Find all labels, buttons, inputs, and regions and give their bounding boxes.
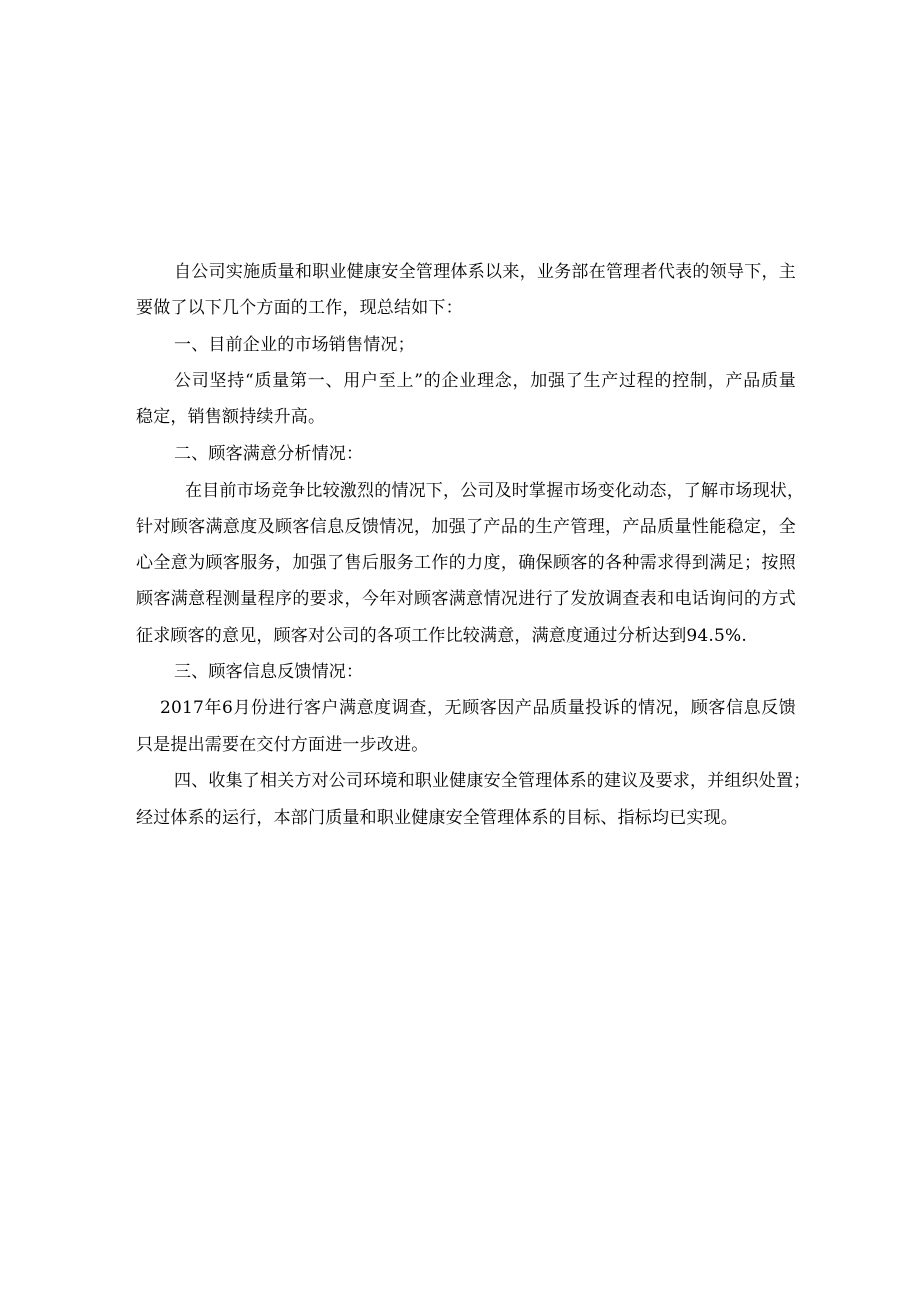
section-3-heading: 三、顾客信息反馈情况： — [174, 662, 364, 682]
section-2-line-1: 在目前市场竞争比较激烈的情况下，公司及时掌握市场变化动态，了解市场现状， — [185, 481, 805, 501]
intro-paragraph-line-2: 要做了以下几个方面的工作，现总结如下： — [136, 298, 463, 318]
section-4-line-1: 四、收集了相关方对公司环境和职业健康安全管理体系的建议及要求，并组织处置； — [174, 771, 811, 791]
section-1-line-2: 稳定，销售额持续升高。 — [136, 407, 326, 427]
section-3-line-1: 2017年6月份进行客户满意度调查，无顾客因产品质量投诉的情况，顾客信息反馈 — [160, 698, 796, 718]
section-4-line-2: 经过体系的运行，本部门质量和职业健康安全管理体系的目标、指标均已实现。 — [136, 808, 738, 828]
section-1-heading: 一、目前企业的市场销售情况； — [174, 335, 415, 355]
section-2-line-4: 顾客满意程测量程序的要求，今年对顾客满意情况进行了发放调查表和电话询问的方式 — [136, 589, 796, 609]
section-2-line-3: 心全意为顾客服务，加强了售后服务工作的力度，确保顾客的各种需求得到满足；按照 — [136, 553, 796, 573]
intro-paragraph-line-1: 自公司实施质量和职业健康安全管理体系以来，业务部在管理者代表的领导下，主 — [174, 262, 796, 282]
section-2-line-2: 针对顾客满意度及顾客信息反馈情况，加强了产品的生产管理，产品质量性能稳定，全 — [136, 517, 796, 537]
section-2-line-5: 征求顾客的意见，顾客对公司的各项工作比较满意，满意度通过分析达到94.5%. — [136, 626, 748, 646]
section-1-line-1: 公司坚持“质量第一、用户至上”的企业理念，加强了生产过程的控制，产品质量 — [174, 371, 796, 391]
section-3-line-2: 只是提出需要在交付方面进一步改进。 — [136, 735, 429, 755]
section-2-heading: 二、顾客满意分析情况： — [174, 444, 364, 464]
